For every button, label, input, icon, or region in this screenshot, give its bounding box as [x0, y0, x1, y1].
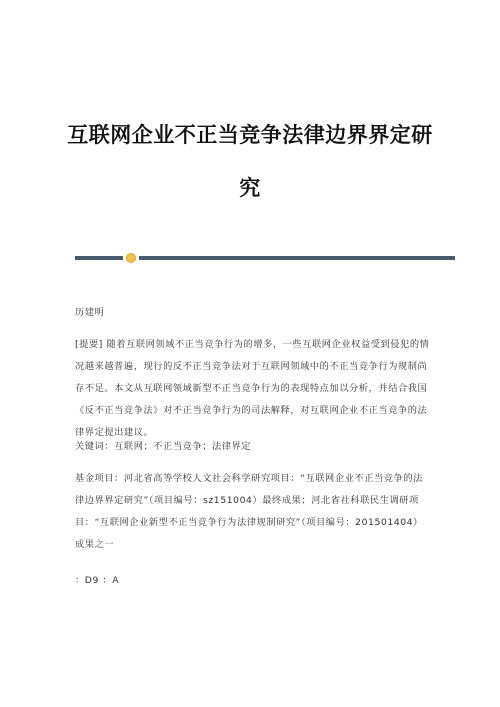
divider-bar-right [139, 256, 455, 260]
author-name: 历建明 [75, 307, 105, 318]
keywords-line: 关键词：互联网；不正当竞争；法律界定 [75, 441, 252, 452]
divider-bar-left [75, 256, 123, 260]
document-title-line-1: 互联网企业不正当竞争法律边界界定研 [67, 122, 433, 147]
title-divider [75, 256, 455, 260]
divider-badge-icon [126, 253, 136, 263]
document-title-line-2: 究 [239, 175, 261, 200]
classification-codes: ：D9 ：A [75, 575, 120, 586]
funding-paragraph: 基金项目：河北省高等学校人文社会科学研究项目：“互联网企业不正当竞争的法律边界界定研究”（项目编号：sz151004）最终成果；河北省社科联民生调研项目：“互联网企业新型不正当竞争行为法律规制研究”（项目编号：201501404）成果之一 [75, 473, 423, 550]
abstract-paragraph: [提要] 随着互联网领域不正当竞争行为的增多，一些互联网企业权益受到侵犯的情况越来越普遍，现行的反不正当竞争法对于互联网领域中的不正当竞争行为规制尚存不足。本文从互联网领域新型不正当竞争行为的表现特点加以分析，并结合我国《反不正当竞争法》对不正当竞争行为的司法解释，对互联网企业不正当竞争的法律界定提出建议。 [75, 339, 430, 438]
